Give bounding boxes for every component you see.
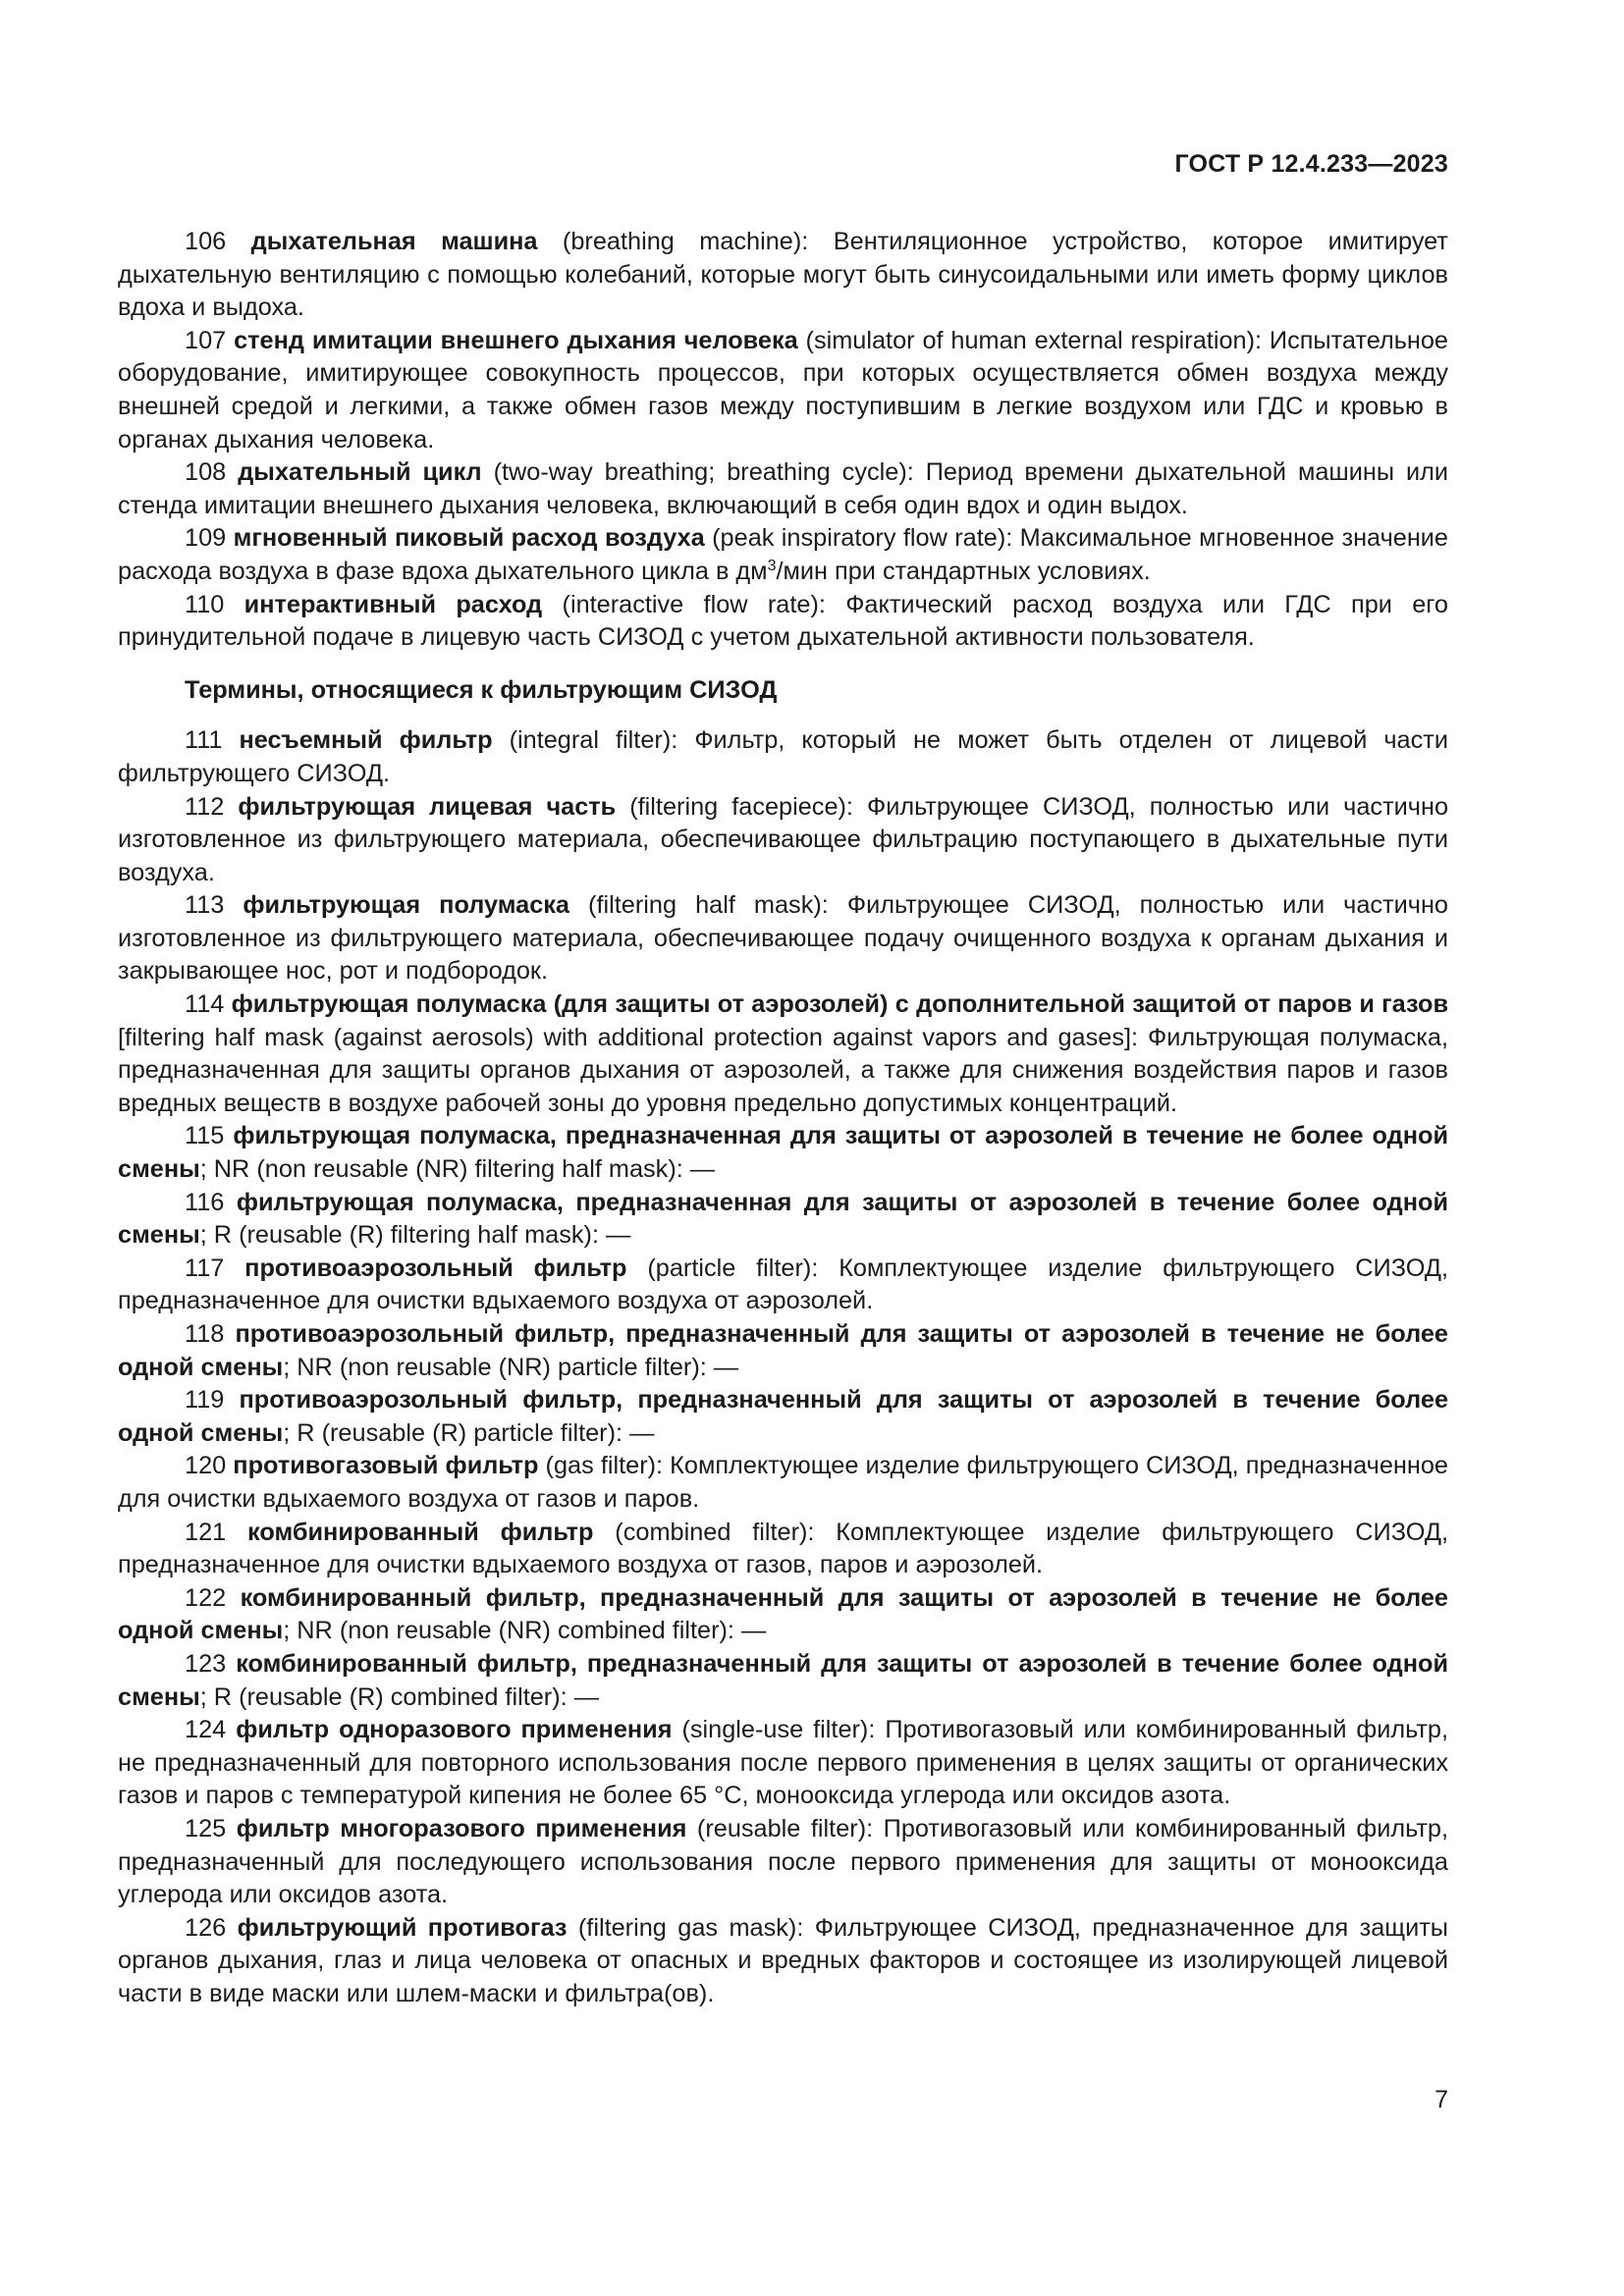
term-entry [118,1813,1448,1912]
entry-definition: ; R (reusable (R) filtering half mask): — [199,1221,631,1250]
entry-number: 117 [185,1254,225,1282]
entry-definition: (reusable filter): Противогазовый или комбинированный фильтр, предназначенный для последующего использования после первого применения для защиты от монооксида углерода или оксидов азота. [118,1814,1449,1909]
term-entry [118,1582,1448,1648]
entry-term: противоаэрозольный фильтр, предназначенный для защиты от аэрозолей в течение не более одной смены [118,1320,1448,1381]
superscript-exponent: 3 [767,557,777,574]
term-entry [118,791,1448,890]
entry-term: фильтрующий противогаз [237,1913,568,1942]
term-entry [118,1318,1448,1384]
term-entry [118,325,1448,456]
entry-number: 108 [185,458,227,487]
term-entry [118,1648,1448,1714]
term-entry [118,522,1448,588]
entry-definition: ; R (reusable (R) combined filter): — [199,1682,600,1711]
entry-term: дыхательная машина [250,228,538,255]
entry-definition: (filtering gas mask): Фильтрующее СИЗОД, предназначенное для защиты органов дыхания, глаз и лица человека от опасных и вредных факторов и состоящее из изолирующей лицевой части в виде маски или шлем-маски и фильтра(ов). [118,1913,1448,2007]
entry-number: 120 [185,1452,227,1480]
entry-definition: (particle filter): Комплектующее изделие фильтрующего СИЗОД, предназначенное для очистки вдыхаемого воздуха от аэрозолей. [118,1254,1448,1315]
entry-term: несъемный фильтр [239,726,493,755]
term-entry [118,456,1448,522]
term-entry [118,226,1448,325]
page-number: 7 [1435,2086,1448,2113]
running-header-standard-code: ГОСТ Р 12.4.233—2023 [1174,150,1448,178]
entry-term: комбинированный фильтр [247,1518,594,1546]
entry-definition-tail: /мин при стандартных условиях. [776,557,1151,585]
entry-number: 112 [185,792,225,821]
entry-definition: (single-use filter): Противогазовый или комбинированный фильтр, не предназначенный для повторного использования после первого применения в целях защиты от органических газов и паров с температурой кипения не более 65 °C, монооксида углерода или оксидов азота. [118,1716,1448,1810]
entry-definition: (combined filter): Комплектующее изделие фильтрующего СИЗОД, предназначенное для очистки вдыхаемого воздуха от газов, паров и аэрозолей. [118,1518,1448,1579]
entry-term: стенд имитации внешнего дыхания человека [234,326,798,354]
entry-definition: (peak inspiratory flow rate): Максимальное мгновенное значение расхода воздуха в фазе вдоха дыхательного цикла в дм [118,524,1448,585]
entry-term: комбинированный фильтр, предназначенный для защиты от аэрозолей в течение более одной смены [118,1649,1448,1711]
entry-number: 115 [185,1122,225,1150]
term-entry [118,1384,1448,1450]
entry-term: противоаэрозольный фильтр [244,1254,627,1282]
entry-term: противоаэрозольный фильтр, предназначенный для защиты от аэрозолей в течение более одной смены [118,1386,1449,1447]
entry-definition: (integral filter): Фильтр, который не может быть отделен от лицевой части фильтрующего СИЗОД. [118,726,1448,787]
term-entry [118,589,1448,655]
entry-term: интерактивный расход [244,590,543,618]
entry-number: 121 [185,1518,227,1546]
entry-number: 113 [185,891,225,920]
entry-number: 118 [185,1320,225,1348]
term-entry [118,1912,1448,2011]
entry-number: 114 [185,990,225,1019]
entry-number: 107 [185,326,227,354]
entry-number: 111 [185,726,223,755]
term-entry [118,724,1448,790]
entry-term: мгновенный пиковый расход воздуха [233,524,705,553]
entry-number: 124 [185,1716,227,1744]
entry-term: противогазовый фильтр [233,1452,539,1480]
entry-number: 122 [185,1583,227,1612]
entry-number: 110 [185,590,225,618]
document-body [118,226,1448,2010]
entry-number: 123 [185,1649,227,1678]
term-entry [118,988,1448,1120]
entry-term: фильтрующая полумаска, предназначенная для защиты от аэрозолей в течение не более одной смены [118,1122,1448,1184]
entry-number: 126 [185,1913,227,1942]
entry-definition: (filtering half mask): Фильтрующее СИЗОД, полностью или частично изготовленное из фильтрующего материала, обеспечивающее подачу очищенного воздуха к органам дыхания и закрывающее нос, рот и подбородок. [118,891,1448,986]
entry-term: фильтр многоразового применения [236,1814,687,1842]
entry-definition: (breathing machine): Вентиляционное устройство, которое имитирует дыхательную вентиляцию с помощью колебаний, которые могут быть синусоидальными или иметь форму циклов вдоха и выдоха. [118,228,1449,322]
entry-number: 125 [185,1814,227,1842]
entry-definition: ; R (reusable (R) particle filter): — [283,1418,655,1447]
entry-number: 109 [185,524,227,553]
term-entry [118,889,1448,988]
entry-term: фильтр одноразового применения [236,1716,673,1744]
entry-definition: ; NR (non reusable (NR) combined filter): — [283,1617,767,1645]
term-entry [118,1517,1448,1582]
entry-definition: (filtering facepiece): Фильтрующее СИЗОД, полностью или частично изготовленное из фильтрующего материала, обеспечивающее фильтрацию поступающего в дыхательные пути воздуха. [118,792,1449,886]
entry-term: дыхательный цикл [238,458,482,487]
entry-term: фильтрующая полумаска [243,891,570,920]
term-entry [118,1120,1448,1186]
entry-term: фильтрующая полумаска, предназначенная для защиты от аэрозолей в течение более одной смены [118,1188,1448,1250]
entry-definition: [filtering half mask (against aerosols) with additional protection against vapors and gases]: Фильтрующая полумаска, предназначенная для защиты органов дыхания от аэрозолей, а также для снижения воздействия паров и газов вредных веществ в воздухе рабочей зоны до уровня предельно допустимых концентраций. [118,1023,1448,1117]
entry-definition: (gas filter): Комплектующее изделие фильтрующего СИЗОД, предназначенное для очистки вдыхаемого воздуха от газов и паров. [118,1452,1448,1513]
section-heading: Термины, относящиеся к фильтрующим СИЗОД [185,675,778,704]
entry-definition: ; NR (non reusable (NR) filtering half mask): — [199,1155,716,1184]
entry-definition: (two-way breathing; breathing cycle): Период времени дыхательной машины или стенда имитации внешнего дыхания человека, включающий в себя один вдох и один выдох. [118,458,1448,519]
term-entry [118,1253,1448,1318]
entry-definition: ; NR (non reusable (NR) particle filter): — [283,1353,739,1381]
entry-number: 106 [185,228,227,255]
entry-term: комбинированный фильтр, предназначенный для защиты от аэрозолей в течение не более одной смены [118,1583,1448,1645]
entry-number: 116 [185,1188,225,1216]
entry-definition: (interactive flow rate): Фактический расход воздуха или ГДС при его принудительной подаче в лицевую часть СИЗОД с учетом дыхательной активности пользователя. [118,590,1449,652]
entry-term: фильтрующая полумаска (для защиты от аэрозолей) с дополнительной защитой от паров и газов [231,990,1449,1019]
term-entry [118,1187,1448,1253]
term-entry [118,1450,1448,1516]
entry-term: фильтрующая лицевая часть [238,792,617,821]
term-entry [118,1714,1448,1813]
entry-number: 119 [185,1386,225,1415]
entry-definition: (simulator of human external respiration): Испытательное оборудование, имитирующее совокупность процессов, при которых осуществляется обмен воздуха между внешней средой и легкими, а также обмен газов между поступившим в легкие воздухом или ГДС и кровью в органах дыхания человека. [118,326,1448,454]
